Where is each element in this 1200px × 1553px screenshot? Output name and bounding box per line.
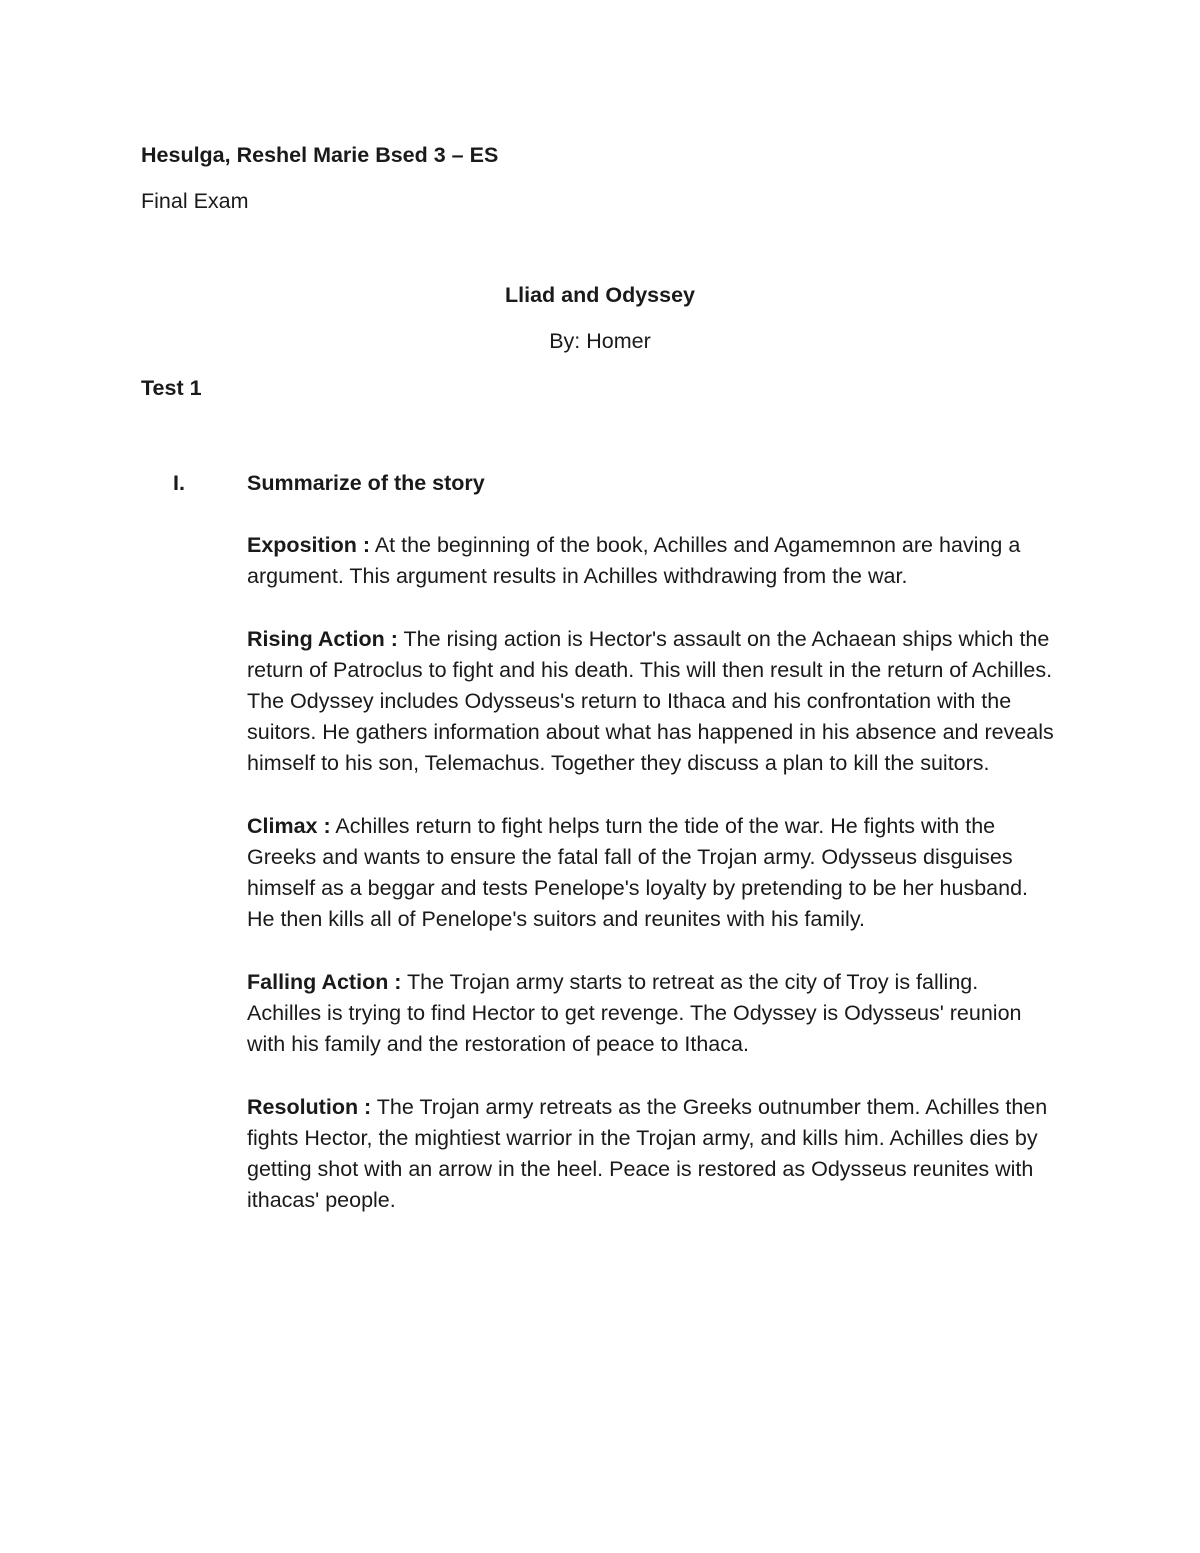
document-title: Lliad and Odyssey [505,283,695,307]
exam-label: Final Exam [141,189,249,213]
summary-term: Climax : [247,813,331,838]
summary-term: Rising Action : [247,626,398,651]
story-summary [247,530,1057,1248]
summary-term: Exposition : [247,533,371,557]
summary-paragraph-exposition [247,530,1057,592]
summary-paragraph-rising-action [247,624,1057,780]
test-label: Test 1 [141,376,202,400]
document-author: By: Homer [549,329,651,353]
summary-text: At the beginning of the book, Achilles and Agamemnon are having a argument. This argument results in Achilles withdrawing from the war. [247,533,1021,589]
summary-term: Resolution : [247,1094,372,1119]
summary-text: Achilles return to fight helps turn the tide of the war. He fights with the Greeks and wants to ensure the fatal fall of the Trojan army. Odysseus disguises himself as a beggar and tests Penelope's loyalty by pretending to be her husband. He then kills all of Penelope's suitors and reunites with his family. [247,813,1029,932]
summary-paragraph-climax [247,811,1057,936]
summary-text: The Trojan army retreats as the Greeks outnumber them. Achilles then fights Hector, the mightiest warrior in the Trojan army, and kills him. Achilles dies by getting shot with an arrow in the heel. Peace is restored as Odysseus reunites with ithacas' people. [247,1094,1048,1213]
student-name-line: Hesulga, Reshel Marie Bsed 3 – ES [141,143,499,167]
summary-text: The rising action is Hector's assault on the Achaean ships which the return of Patroclus to fight and his death. This will then result in the return of Achilles. The Odyssey includes Odysseus's return to Ithaca and his confrontation with the suitors. He gathers information about what has happened in his absence and reveals himself to his son, Telemachus. Together they discuss a plan to kill the suitors. [247,626,1054,776]
summary-text: The Trojan army starts to retreat as the city of Troy is falling. Achilles is trying to find Hector to get revenge. The Odyssey is Odysseus' reunion with his family and the restoration of peace to Ithaca. [247,969,1022,1057]
section-numeral: I. [173,471,185,495]
summary-term: Falling Action : [247,969,402,994]
section-heading: Summarize of the story [247,471,485,495]
summary-paragraph-resolution [247,1092,1057,1217]
summary-paragraph-falling-action [247,967,1057,1061]
